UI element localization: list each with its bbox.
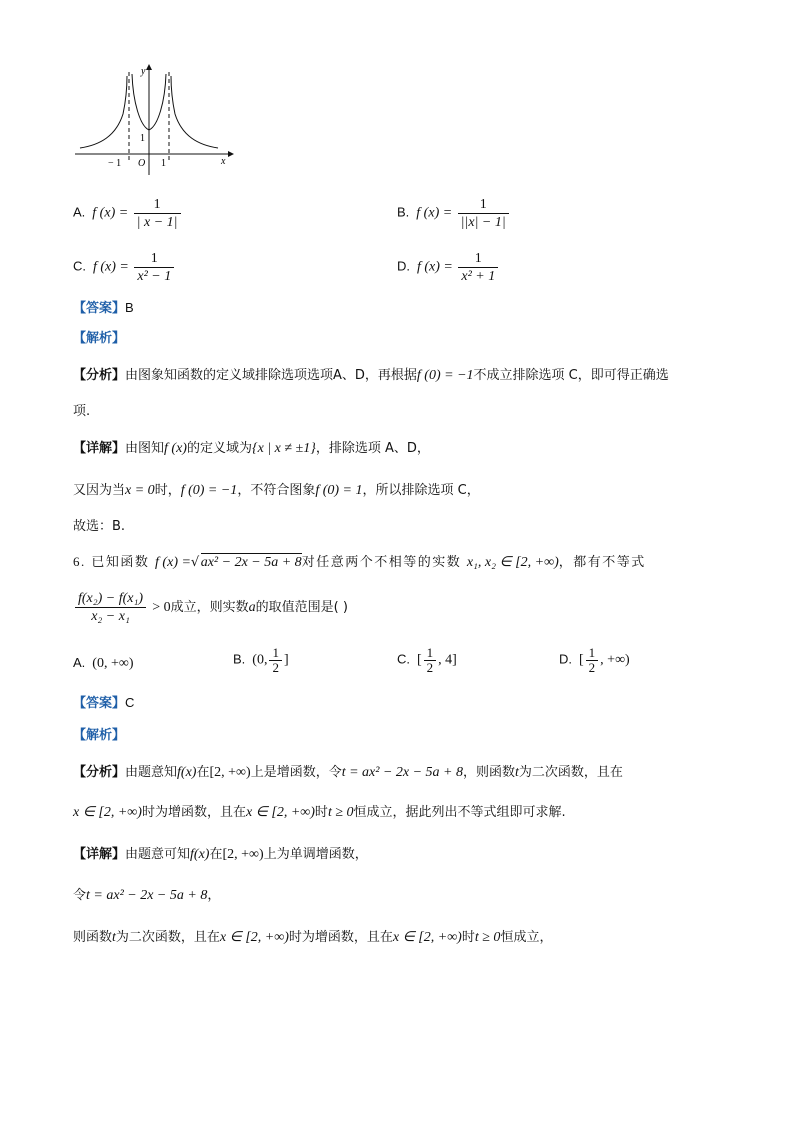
analysis-math: f(x) bbox=[177, 765, 197, 780]
fraction-numerator: 1 bbox=[424, 646, 437, 661]
function-graph bbox=[70, 62, 240, 180]
fenxi-tag: 【分析】 bbox=[73, 765, 126, 780]
analysis-math: f (0) = −1 bbox=[416, 368, 474, 383]
analysis-math: t ≥ 0 bbox=[327, 805, 354, 820]
option-lhs: f (x) = bbox=[417, 259, 453, 275]
detail-text: 时为增函数，且在 bbox=[288, 930, 393, 945]
analysis-math: x ∈ [2, +∞) bbox=[73, 805, 142, 820]
analysis-text: 在 bbox=[196, 765, 210, 780]
option-letter: B. bbox=[397, 204, 410, 220]
detail-math: f (x) bbox=[164, 441, 187, 456]
q6-option-d bbox=[559, 646, 630, 675]
q5-detail-line2 bbox=[73, 479, 480, 499]
detail-text: 又因为当 bbox=[73, 483, 126, 498]
jiexi-tag: 【解析】 bbox=[73, 728, 126, 743]
fenxi-tag: 【分析】 bbox=[73, 368, 126, 383]
option-letter: D. bbox=[559, 651, 572, 667]
option-letter: A. bbox=[73, 655, 86, 670]
answer-tag: 【答案】 bbox=[73, 696, 126, 711]
detail-text: 的定义域为 bbox=[186, 441, 252, 456]
fraction-numerator: 1 bbox=[458, 250, 498, 268]
detail-math: f (0) = 1 bbox=[315, 483, 363, 498]
xiangjie-tag: 【详解】 bbox=[73, 847, 126, 862]
q5-option-b bbox=[397, 196, 511, 231]
xiangjie-tag: 【详解】 bbox=[73, 441, 126, 456]
answer-tag: 【答案】 bbox=[73, 301, 126, 316]
q5-option-a bbox=[73, 196, 183, 231]
answer-value: B bbox=[125, 300, 134, 315]
q5-answer bbox=[73, 297, 134, 317]
detail-text: 恒成立， bbox=[500, 930, 553, 945]
option-letter: A. bbox=[73, 204, 86, 220]
stem-fraction bbox=[75, 590, 146, 625]
analysis-text: 项. bbox=[73, 404, 91, 419]
option-letter: B. bbox=[233, 651, 246, 667]
analysis-math: x ∈ [2, +∞) bbox=[245, 805, 315, 820]
analysis-text: 时 bbox=[314, 805, 328, 820]
fraction-numerator: f(x₂) − f(x₁) bbox=[75, 590, 146, 608]
stem-vars: x₁, x₂ ∈ [2, +∞) bbox=[466, 555, 559, 570]
fraction-numerator: 1 bbox=[269, 646, 282, 661]
detail-text: 在 bbox=[209, 847, 223, 862]
option-fraction bbox=[269, 646, 282, 675]
detail-math: x ∈ [2, +∞) bbox=[392, 930, 462, 945]
answer-value: C bbox=[125, 695, 135, 710]
q6-stem-line2 bbox=[73, 590, 348, 625]
detail-text: 时 bbox=[461, 930, 475, 945]
stem-ineq: > 0 bbox=[152, 600, 171, 615]
tick-label-y1: 1 bbox=[140, 133, 145, 144]
detail-text: 则函数 bbox=[73, 930, 113, 945]
analysis-text: 上是增函数，令 bbox=[250, 765, 342, 780]
fraction-numerator: 1 bbox=[134, 196, 181, 214]
q6-detail-line1 bbox=[73, 843, 368, 863]
fraction-numerator: 1 bbox=[134, 250, 174, 268]
q6-analysis-line2 bbox=[73, 801, 566, 821]
q6-stem-line1: 6. 已知函数 f (x) =√ax² − 2x − 5a + 8对任意两个不相等的实数 x₁, x₂ ∈ [2, +∞)，都有不等式 bbox=[73, 554, 646, 570]
fraction-numerator: 1 bbox=[586, 646, 599, 661]
option-lhs: f (x) = bbox=[92, 205, 129, 221]
y-axis-label: y bbox=[141, 66, 146, 77]
option-lhs: f (x) = bbox=[93, 259, 129, 275]
detail-math: x = 0 bbox=[125, 483, 155, 498]
q6-jiexi-tag bbox=[73, 724, 125, 744]
option-pre: [ bbox=[579, 652, 584, 668]
option-pre: (0, bbox=[252, 652, 268, 668]
detail-math: t bbox=[112, 930, 116, 945]
stem-var: a bbox=[248, 600, 256, 615]
analysis-text: ，则函数 bbox=[463, 765, 516, 780]
option-fraction bbox=[458, 196, 509, 231]
detail-math: t ≥ 0 bbox=[474, 930, 501, 945]
option-fraction bbox=[134, 250, 174, 285]
option-post: , +∞) bbox=[600, 652, 630, 668]
q5-detail-line1 bbox=[73, 437, 430, 457]
tick-label-origin: O bbox=[138, 158, 146, 169]
detail-text: 令 bbox=[73, 888, 87, 903]
q5-conclusion bbox=[73, 515, 125, 534]
option-fraction bbox=[424, 646, 437, 675]
y-axis-arrow bbox=[146, 64, 152, 70]
q6-answer bbox=[73, 692, 134, 712]
detail-text: 时， bbox=[154, 483, 181, 498]
option-lhs: f (x) = bbox=[416, 205, 453, 221]
analysis-text: 不成立排除选项 C，即可得正确选 bbox=[473, 368, 669, 383]
fraction-denominator: 2 bbox=[272, 660, 279, 675]
x-axis-label: x bbox=[221, 156, 226, 167]
detail-math: f (0) = −1 bbox=[180, 483, 238, 498]
analysis-text: 恒成立，据此列出不等式组即可求解. bbox=[353, 805, 566, 820]
option-fraction bbox=[586, 646, 599, 675]
stem-lhs: f (x) = bbox=[155, 555, 191, 570]
stem-text: 成立，则实数 bbox=[170, 600, 249, 615]
detail-text: 为二次函数，且在 bbox=[115, 930, 220, 945]
detail-math: {x | x ≠ ±1} bbox=[251, 441, 316, 456]
stem-text: 的取值范围是( ) bbox=[255, 600, 348, 615]
q5-option-c bbox=[73, 250, 176, 285]
q6-analysis-line1 bbox=[73, 761, 623, 781]
option-fraction bbox=[134, 196, 181, 231]
q5-analysis-line2 bbox=[73, 400, 90, 419]
q6-option-b bbox=[233, 646, 289, 675]
q5-option-d bbox=[397, 250, 500, 285]
analysis-math: t bbox=[515, 765, 519, 780]
option-letter: C. bbox=[397, 651, 410, 667]
option-letter: C. bbox=[73, 258, 86, 274]
fraction-denominator: x² − 1 bbox=[137, 269, 172, 284]
analysis-text: 由图象知函数的定义域排除选项选项A、D，再根据 bbox=[125, 368, 417, 383]
q6-option-c bbox=[397, 646, 457, 675]
analysis-text: 时为增函数，且在 bbox=[141, 805, 246, 820]
stem-text: 已知函数 bbox=[91, 555, 150, 570]
detail-text: ，不符合图象 bbox=[237, 483, 316, 498]
detail-text: ，排除选项 A、D， bbox=[315, 441, 430, 456]
detail-text: 上为单调增函数， bbox=[263, 847, 368, 862]
option-letter: D. bbox=[397, 258, 410, 274]
detail-text: 由题意可知 bbox=[125, 847, 191, 862]
fraction-numerator: 1 bbox=[458, 196, 509, 214]
option-post: , 4] bbox=[438, 652, 457, 668]
detail-text: ，所以排除选项 C， bbox=[362, 483, 480, 498]
jiexi-tag: 【解析】 bbox=[73, 331, 126, 346]
analysis-text: 由题意知 bbox=[125, 765, 178, 780]
fraction-denominator: x² + 1 bbox=[461, 269, 496, 284]
detail-math: x ∈ [2, +∞) bbox=[219, 930, 289, 945]
q6-option-a bbox=[73, 655, 134, 672]
q5-analysis-line1 bbox=[73, 364, 669, 384]
detail-text: 由图知 bbox=[125, 441, 165, 456]
fraction-denominator: ||x| − 1| bbox=[460, 215, 506, 230]
analysis-math: [2, +∞) bbox=[209, 765, 251, 780]
stem-text: ，都有不等式 bbox=[558, 555, 646, 570]
q5-jiexi-tag bbox=[73, 327, 125, 347]
fraction-denominator: 2 bbox=[426, 660, 434, 675]
q6-detail-line2 bbox=[73, 884, 220, 904]
detail-math: [2, +∞) bbox=[222, 847, 264, 862]
option-fraction bbox=[458, 250, 498, 285]
x-axis-arrow bbox=[228, 151, 234, 157]
curve-left bbox=[80, 76, 127, 148]
stem-radicand: ax² − 2x − 5a + 8 bbox=[200, 555, 302, 570]
detail-text: ， bbox=[207, 888, 221, 903]
option-post: ] bbox=[283, 652, 289, 668]
fraction-denominator: 2 bbox=[588, 660, 596, 675]
fraction-denominator: x₂ − x₁ bbox=[91, 609, 130, 624]
fraction-denominator: | x − 1| bbox=[136, 215, 178, 230]
option-pre: [ bbox=[417, 652, 422, 668]
analysis-text: 为二次函数，且在 bbox=[518, 765, 623, 780]
option-value: (0, +∞) bbox=[92, 656, 134, 671]
tick-label-neg1: − 1 bbox=[108, 158, 122, 169]
stem-text: 对任意两个不相等的实数 bbox=[301, 555, 462, 570]
analysis-math: t = ax² − 2x − 5a + 8 bbox=[341, 765, 464, 780]
detail-math: f(x) bbox=[190, 847, 210, 862]
curve-right bbox=[171, 76, 218, 148]
detail-math: t = ax² − 2x − 5a + 8 bbox=[86, 888, 208, 903]
q6-detail-line3 bbox=[73, 926, 552, 946]
conclusion-text: 故选：B. bbox=[73, 519, 126, 534]
question-number: 6. bbox=[73, 554, 86, 569]
tick-label-1: 1 bbox=[161, 158, 166, 169]
